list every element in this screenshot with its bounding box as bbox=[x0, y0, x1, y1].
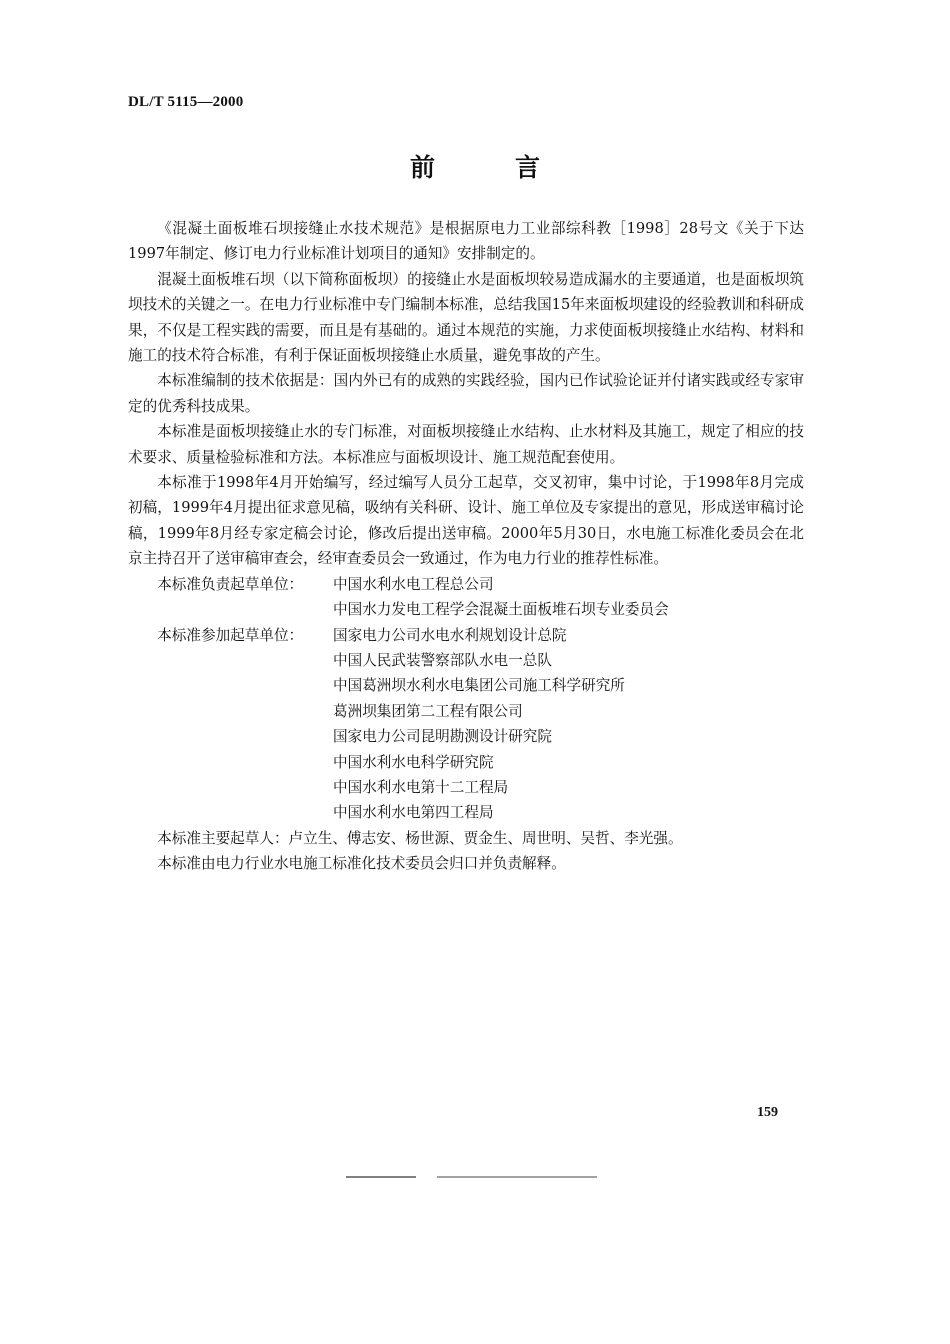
responsible-units-list bbox=[128, 572, 804, 623]
scan-artifact-line bbox=[346, 1176, 416, 1178]
participating-unit: 国家电力公司昆明勘测设计研究院 bbox=[333, 728, 552, 746]
standard-code: DL/T 5115—2000 bbox=[128, 94, 244, 110]
participating-unit: 葛洲坝集团第二工程有限公司 bbox=[333, 702, 523, 720]
participating-unit: 中国人民武装警察部队水电一总队 bbox=[333, 651, 552, 669]
paragraph: 本标准于1998年4月开始编写，经过编写人员分工起草，交叉初审，集中讨论，于1998年8月完成初稿，1999年4月提出征求意见稿，吸纳有关科研、设计、施工单位及专家提出的意见，形成送审稿讨论稿，1999年8月经专家定稿会讨论，修改后提出送审稿。2000年5月30日，水电施工标准化委员会在北京主持召开了送审稿审查会，经审查委员会一致通过，作为电力行业的推荐性标准。 bbox=[128, 474, 804, 568]
paragraph: 《混凝土面板堆石坝接缝止水技术规范》是根据原电力工业部综科教［1998］28号文《关于下达1997年制定、修订电力行业标准计划项目的通知》安排制定的。 bbox=[128, 220, 804, 263]
participating-unit: 中国葛洲坝水利水电集团公司施工科学研究所 bbox=[333, 677, 625, 695]
responsible-units-label: 本标准负责起草单位： bbox=[157, 575, 304, 593]
participating-unit: 中国水利水电第十二工程局 bbox=[333, 778, 509, 796]
participating-units-list bbox=[128, 623, 804, 826]
foreword-body bbox=[128, 216, 804, 877]
paragraph: 本标准编制的技术依据是：国内外已有的成熟的实践经验，国内已作试验论证并付诸实践或经专家审定的优秀科技成果。 bbox=[128, 372, 804, 415]
drafters-line: 本标准主要起草人：卢立生、傅志安、杨世源、贾金生、周世明、吴哲、李光强。 bbox=[157, 829, 683, 847]
page-title: 前言 bbox=[409, 153, 620, 182]
interpretation-line: 本标准由电力行业水电施工标准化技术委员会归口并负责解释。 bbox=[157, 855, 566, 873]
page-number: 159 bbox=[757, 1105, 778, 1120]
responsible-unit: 中国水利水电工程总公司 bbox=[333, 575, 494, 593]
participating-unit: 中国水利水电科学研究院 bbox=[333, 753, 494, 771]
participating-unit: 中国水利水电第四工程局 bbox=[333, 804, 494, 822]
participating-units-label: 本标准参加起草单位： bbox=[157, 626, 304, 644]
paragraph: 混凝土面板堆石坝（以下简称面板坝）的接缝止水是面板坝较易造成漏水的主要通道，也是面板坝筑坝技术的关键之一。在电力行业标准中专门编制本标准，总结我国15年来面板坝建设的经验教训和科研成果，不仅是工程实践的需要，而且是有基础的。通过本规范的实施，力求使面板坝接缝止水结构、材料和施工的技术符合标准，有利于保证面板坝接缝止水质量，避免事故的产生。 bbox=[128, 270, 804, 365]
paragraph: 本标准是面板坝接缝止水的专门标准，对面板坝接缝止水结构、止水材料及其施工，规定了相应的技术要求、质量检验标准和方法。本标准应与面板坝设计、施工规范配套使用。 bbox=[128, 423, 804, 466]
participating-unit: 国家电力公司水电水利规划设计总院 bbox=[333, 626, 567, 644]
scan-artifact-line bbox=[437, 1176, 597, 1178]
responsible-unit: 中国水力发电工程学会混凝土面板堆石坝专业委员会 bbox=[333, 601, 669, 619]
